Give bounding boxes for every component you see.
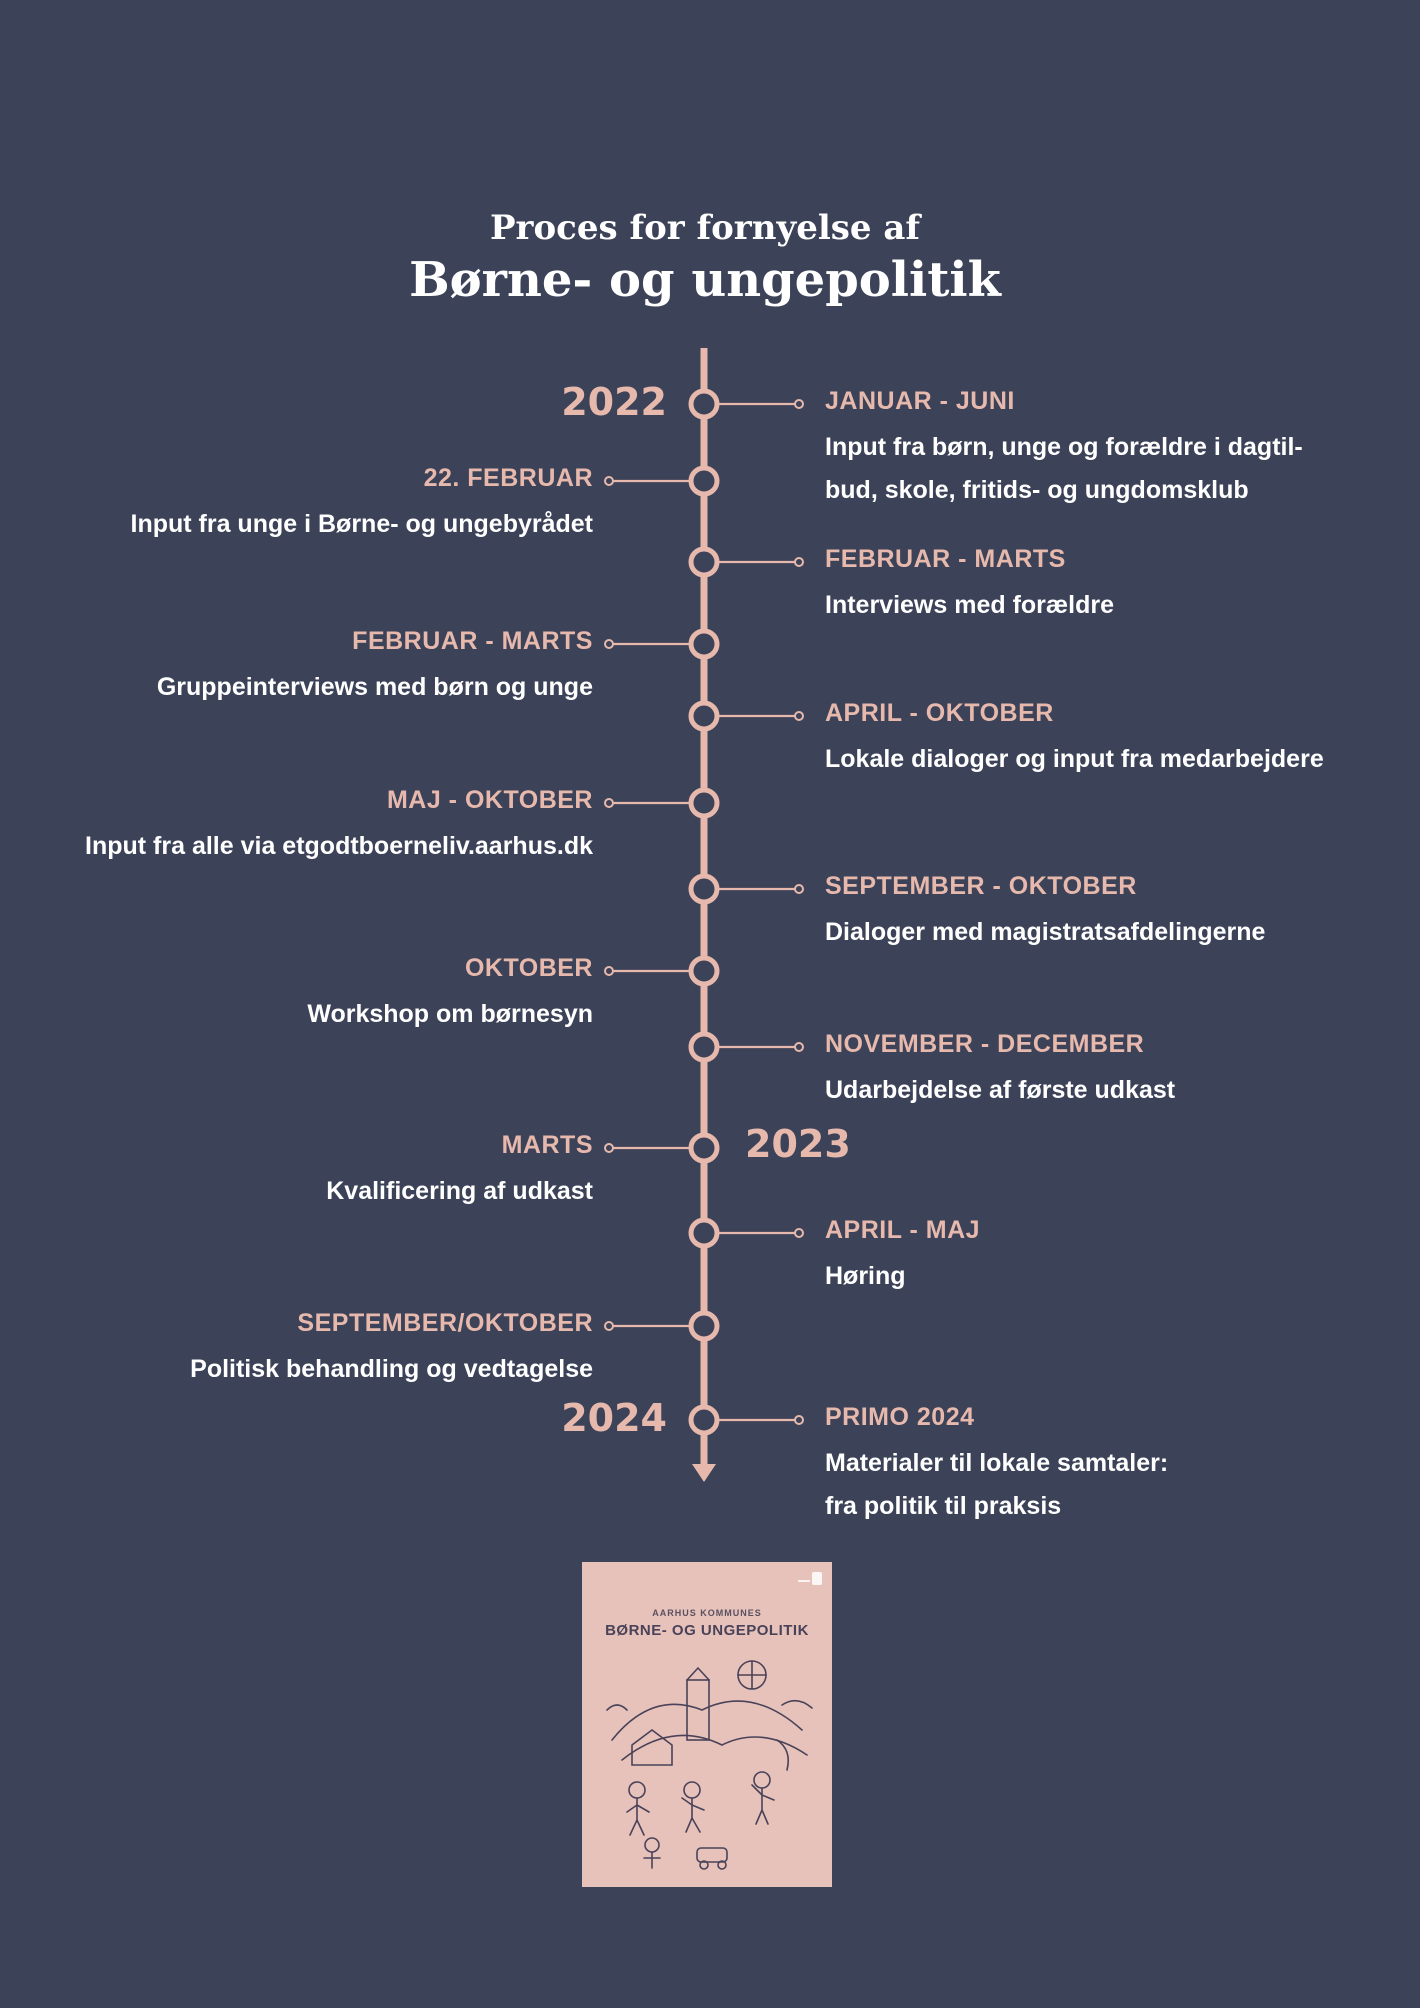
event-description: Udarbejdelse af første udkast [825,1076,1176,1104]
timeline-node [691,1313,717,1339]
connector-end-dot [605,799,613,807]
timeline-node [691,391,717,417]
timeline-node [691,958,717,984]
event-description: Input fra unge i Børne- og ungebyrådet [130,510,593,538]
event-date-label: SEPTEMBER - OKTOBER [825,872,1137,900]
header-line1: Proces for fornyelse af [489,208,921,248]
event-date-label: PRIMO 2024 [825,1403,975,1431]
event-description: Gruppeinterviews med børn og unge [156,673,593,701]
event-date-label: FEBRUAR - MARTS [825,545,1066,573]
event-description: fra politik til praksis [825,1492,1062,1520]
timeline-node [691,703,717,729]
policy-cover [582,1562,832,1887]
event-description: Lokale dialoger og input fra medarbejdere [825,745,1324,773]
event-description: Dialoger med magistratsafdelingerne [825,918,1266,946]
year-marker: 2023 [745,1122,851,1166]
connector-end-dot [605,967,613,975]
connector-end-dot [795,712,803,720]
connector-end-dot [795,1043,803,1051]
connector-end-dot [795,558,803,566]
event-date-label: NOVEMBER - DECEMBER [825,1030,1145,1058]
connector-end-dot [795,885,803,893]
connector-end-dot [795,1416,803,1424]
event-description: Input fra alle via etgodtboerneliv.aarhus.dk [85,832,593,860]
event-description: Kvalificering af udkast [326,1177,593,1205]
event-description: Høring [825,1262,906,1290]
event-description: bud, skole, fritids- og ungdomsklub [825,476,1249,504]
connector-end-dot [795,1229,803,1237]
event-date-label: FEBRUAR - MARTS [352,627,593,655]
timeline-node [691,549,717,575]
event-date-label: SEPTEMBER/OKTOBER [297,1309,593,1337]
event-date-label: 22. FEBRUAR [423,464,593,492]
cover-title: BØRNE- OG UNGEPOLITIK [605,1622,809,1639]
timeline-node [691,790,717,816]
event-date-label: MARTS [501,1131,593,1159]
event-date-label: JANUAR - JUNI [825,387,1015,415]
year-marker: 2024 [561,1396,667,1440]
event-date-label: OKTOBER [464,954,593,982]
municipality-logo-icon [794,1570,824,1592]
event-description: Input fra børn, unge og forældre i dagtil- [825,433,1303,461]
event-date-label: APRIL - MAJ [825,1216,981,1244]
connector-end-dot [605,1322,613,1330]
timeline-node [691,1034,717,1060]
timeline-node [691,631,717,657]
connector-end-dot [605,640,613,648]
axis-arrow-icon [692,1464,716,1482]
event-description: Materialer til lokale samtaler: [825,1449,1169,1477]
event-date-label: APRIL - OKTOBER [825,699,1054,727]
event-description: Politisk behandling og vedtagelse [190,1355,593,1383]
cover-subtitle: AARHUS KOMMUNES [652,1608,762,1618]
year-marker: 2022 [561,380,667,424]
event-description: Workshop om børnesyn [307,1000,593,1028]
timeline-node [691,1220,717,1246]
header-line2: Børne- og ungepolitik [409,252,1001,308]
connector-end-dot [605,1144,613,1152]
connector-end-dot [795,400,803,408]
connector-end-dot [605,477,613,485]
timeline-node [691,468,717,494]
cover-illustration-icon [592,1650,822,1880]
timeline-node [691,1407,717,1433]
event-description: Interviews med forældre [825,591,1114,619]
timeline-node [691,876,717,902]
event-date-label: MAJ - OKTOBER [386,786,593,814]
timeline-node [691,1135,717,1161]
